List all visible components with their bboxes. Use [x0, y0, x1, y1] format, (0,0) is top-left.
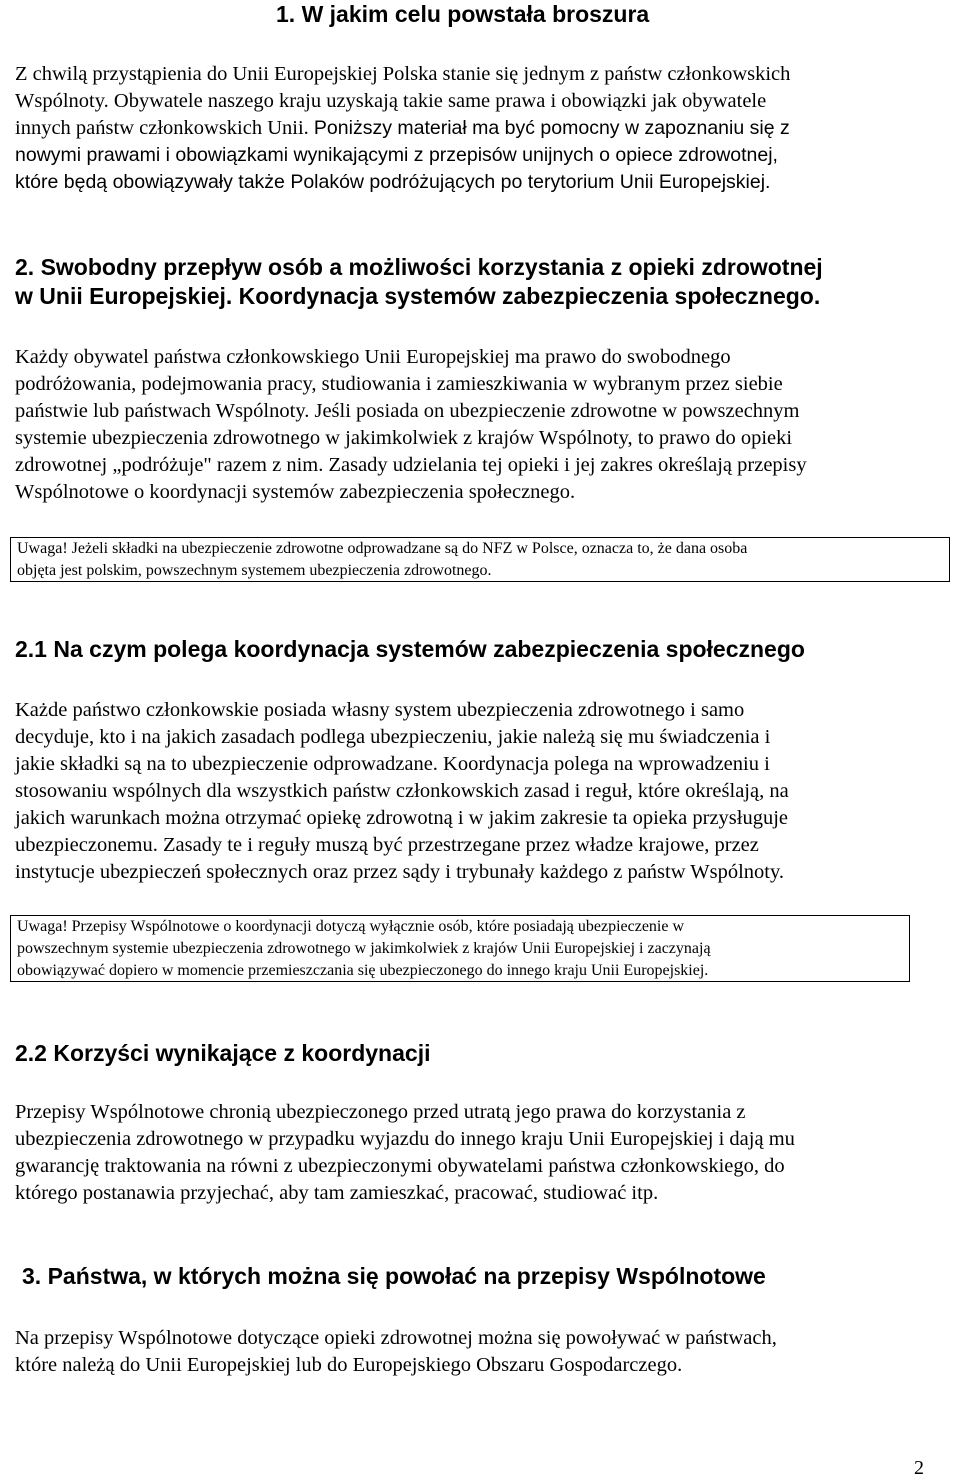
- paragraph-intro-sans-text: Poniższy materiał ma być pomocny w zapoznaniu się z nowymi prawami i obowiązkami wynikającymi z przepisów unijnych o opiece zdrowotnej, które będą obowiązywały także Polaków podróżujących po terytorium Unii Europejskiej.: [15, 117, 790, 193]
- paragraph-free-movement: Każdy obywatel państwa członkowskiego Unii Europejskiej ma prawo do swobodnego podróżowania, podejmowania pracy, studiowania i zamieszkiwania w wybranym przez siebie państwie lub państwach Wspólnoty. Jeśli posiada on ubezpieczenie zdrowotne w powszechnym systemie ubezpieczenia zdrowotnego w jakimkolwiek z krajów Wspólnoty, to prawo do opieki zdrowotnej „podróżuje" razem z nim. Zasady udzielania tej opieki i jej zakres określają przepisy Wspólnotowe o koordynacji systemów zabezpieczenia społecznego.: [15, 346, 807, 503]
- heading-section-2: 2. Swobodny przepływ osób a możliwości korzystania z opieki zdrowotnej w Unii Europejskiej. Koordynacja systemów zabezpieczenia społecznego.: [15, 254, 823, 309]
- heading-section-2-2: 2.2 Korzyści wynikające z koordynacji: [15, 1040, 431, 1066]
- heading-section-2-1: 2.1 Na czym polega koordynacja systemów zabezpieczenia społecznego: [15, 636, 805, 662]
- paragraph-coordination: Każde państwo członkowskie posiada własny system ubezpieczenia zdrowotnego i samo decyduje, kto i na jakich zasadach podlega ubezpieczeniu, jakie należą się mu świadczenia i jakie składki są na to ubezpieczenie odprowadzane. Koordynacja polega na wprowadzeniu i stosowaniu wspólnych dla wszystkich państw członkowskich zasad i reguł, które określają, na jakich warunkach można otrzymać opiekę zdrowotną i w jakim zakresie ta opieka przysługuje ubezpieczonemu. Zasady te i reguły muszą być przestrzegane przez władze krajowe, przez instytucje ubezpieczeń społecznych oraz przez sądy i trybunały każdego z państw Wspólnoty.: [15, 699, 789, 883]
- note-box-nfz: Uwaga! Jeżeli składki na ubezpieczenie zdrowotne odprowadzane są do NFZ w Polsce, oznacza to, że dana osoba objęta jest polskim, powszechnym systemem ubezpieczenia zdrowotnego.: [10, 537, 950, 582]
- heading-section-1: 1. W jakim celu powstała broszura: [276, 1, 650, 27]
- paragraph-benefits: Przepisy Wspólnotowe chronią ubezpieczonego przed utratą jego prawa do korzystania z ubezpieczenia zdrowotnego w przypadku wyjazdu do innego kraju Unii Europejskiej i dają mu gwarancję traktowania na równi z ubezpieczonymi obywatelami państwa członkowskiego, do którego postanawia przyjechać, aby tam zamieszkać, pracować, studiować itp.: [15, 1101, 795, 1204]
- heading-section-3: 3. Państwa, w których można się powołać na przepisy Wspólnotowe: [22, 1263, 766, 1289]
- note-box-coordination-scope: Uwaga! Przepisy Wspólnotowe o koordynacji dotyczą wyłącznie osób, które posiadają ubezpieczenie w powszechnym systemie ubezpieczenia zdrowotnego w jakimkolwiek z krajów Unii Europejskiej i zaczynają obowiązywać dopiero w momencie przemieszczania się ubezpieczonego do innego kraju Unii Europejskiej.: [10, 915, 910, 982]
- paragraph-countries: Na przepisy Wspólnotowe dotyczące opieki zdrowotnej można się powoływać w państwach, które należą do Unii Europejskiej lub do Europejskiego Obszaru Gospodarczego.: [15, 1327, 777, 1376]
- paragraph-intro-serif-text: Z chwilą przystąpienia do Unii Europejskiej Polska stanie się jednym z państw członkowskich Wspólnoty. Obywatele naszego kraju uzyskają takie same prawa i obowiązki jak obywatele innych państw członkowskich Unii.: [15, 63, 791, 139]
- page-number: 2: [914, 1457, 924, 1479]
- paragraph-intro: [15, 61, 950, 196]
